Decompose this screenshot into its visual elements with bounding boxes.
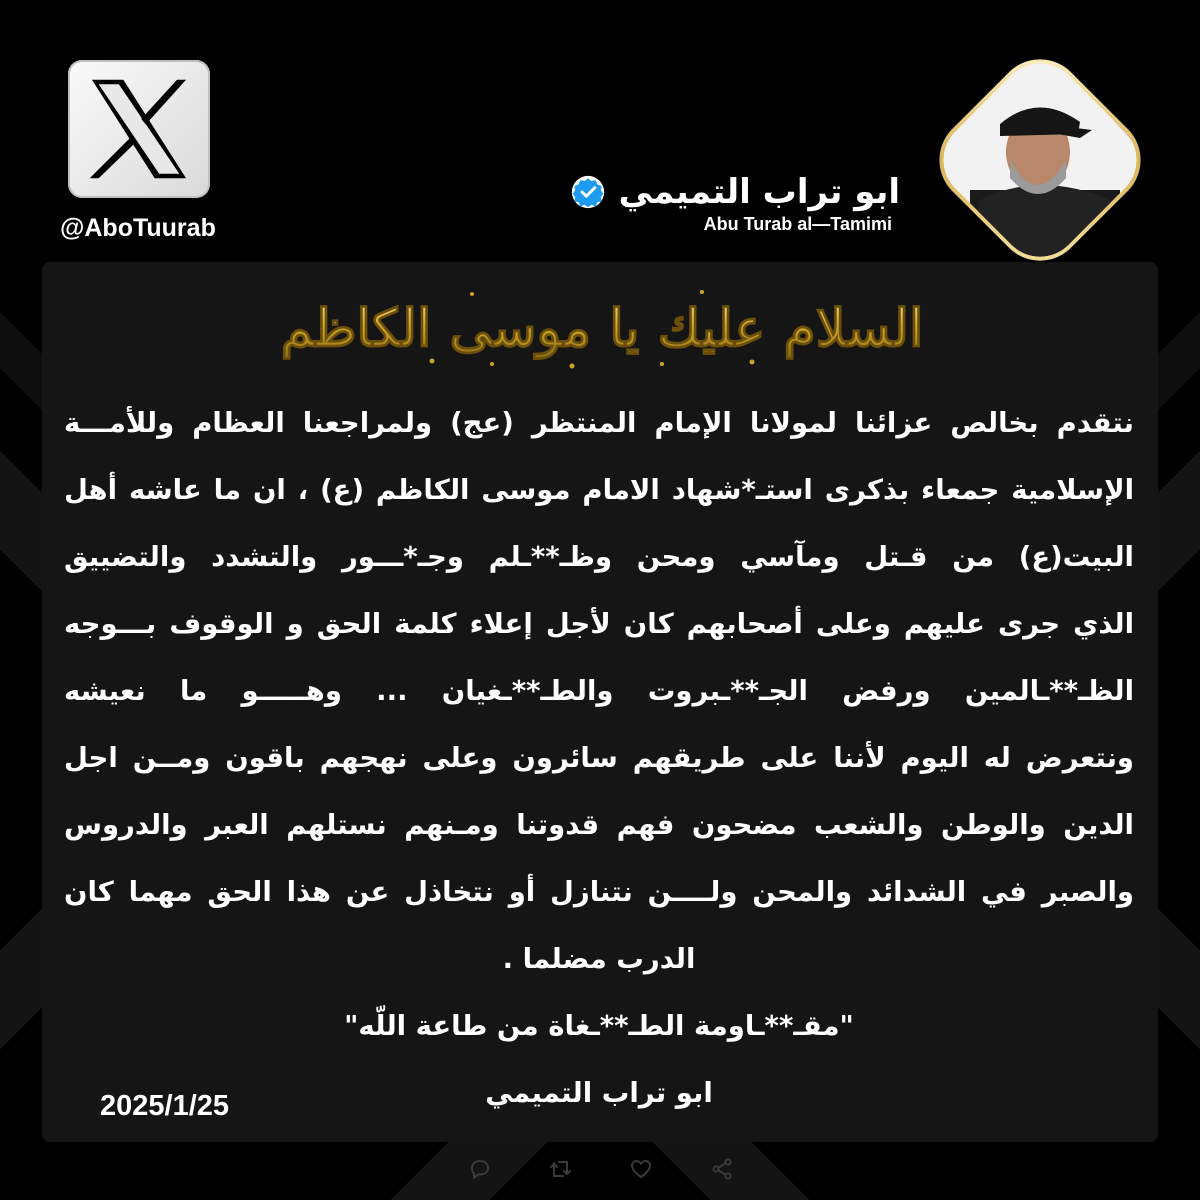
x-logo-icon bbox=[68, 60, 210, 198]
retweet-button[interactable] bbox=[547, 1155, 575, 1183]
avatar[interactable] bbox=[940, 60, 1140, 260]
x-logo-glyph bbox=[83, 73, 195, 185]
post-text bbox=[64, 390, 1134, 1127]
post-line: نتقدم بخالص عزائنا لمولانا الإمام المنتظر (عج) ولمراجعنا العظام وللأمـــة bbox=[64, 407, 1134, 439]
post-card bbox=[42, 262, 1158, 1142]
profile-name-english: Abu Turab al—Tamimi bbox=[703, 214, 892, 234]
reply-icon bbox=[468, 1157, 492, 1181]
post-line: البيت(ع) من قـتل ومآسي ومحن وظـ**ـلم وجـ*ـــور والتشدد والتضييق bbox=[64, 541, 1134, 573]
post-actions bbox=[466, 1152, 736, 1186]
verified-badge-icon bbox=[571, 175, 605, 209]
post-line: والصبر في الشدائد والمحن ولــــن نتنازل أو نتخاذل عن هذا الحق مهما كان bbox=[64, 876, 1134, 908]
post-signature: ابو تراب التميمي bbox=[485, 1077, 713, 1109]
post-date: 2025/1/25 bbox=[100, 1090, 230, 1122]
like-icon bbox=[629, 1157, 653, 1181]
calligraphy-banner bbox=[280, 276, 924, 376]
post-line: الظـ**ـالمين ورفض الجـ**ـبروت والطـ**ـغيان ... وهـــــو ما نعيشه bbox=[64, 675, 1134, 707]
post-line: الإسلامية جمعاء بذكرى استـ*شهاد الامام موسى الكاظم (ع) ، ان ما عاشه أهل bbox=[64, 474, 1134, 506]
profile-name-arabic[interactable]: ابو تراب التميمي bbox=[618, 172, 900, 212]
like-button[interactable] bbox=[627, 1155, 655, 1183]
post-line: الدين والوطن والشعب مضحون فهم قدوتنا ومـنهم نستلهم العبر والدروس bbox=[64, 809, 1134, 841]
share-icon bbox=[710, 1157, 734, 1181]
share-button[interactable] bbox=[708, 1155, 736, 1183]
post-slogan: "مقـ**ـاومة الطـ**ـغاة من طاعة اللّه" bbox=[344, 1010, 854, 1042]
post-line: ونتعرض له اليوم لأننا على طريقهم سائرون وعلى نهجهم باقون ومــن اجل bbox=[64, 742, 1134, 774]
account-handle[interactable]: @AboTuurab bbox=[60, 214, 216, 242]
post-line: الذي جرى عليهم وعلى أصحابهم كان لأجل إعلاء كلمة الحق و الوقوف بـــوجه bbox=[64, 608, 1134, 640]
calligraphy-text: السلام عليك يا موسى الكاظم bbox=[280, 298, 924, 359]
reply-button[interactable] bbox=[466, 1155, 494, 1183]
profile-name-block bbox=[571, 172, 900, 235]
retweet-icon bbox=[548, 1157, 574, 1181]
post-line: الدرب مضلما . bbox=[502, 943, 696, 975]
